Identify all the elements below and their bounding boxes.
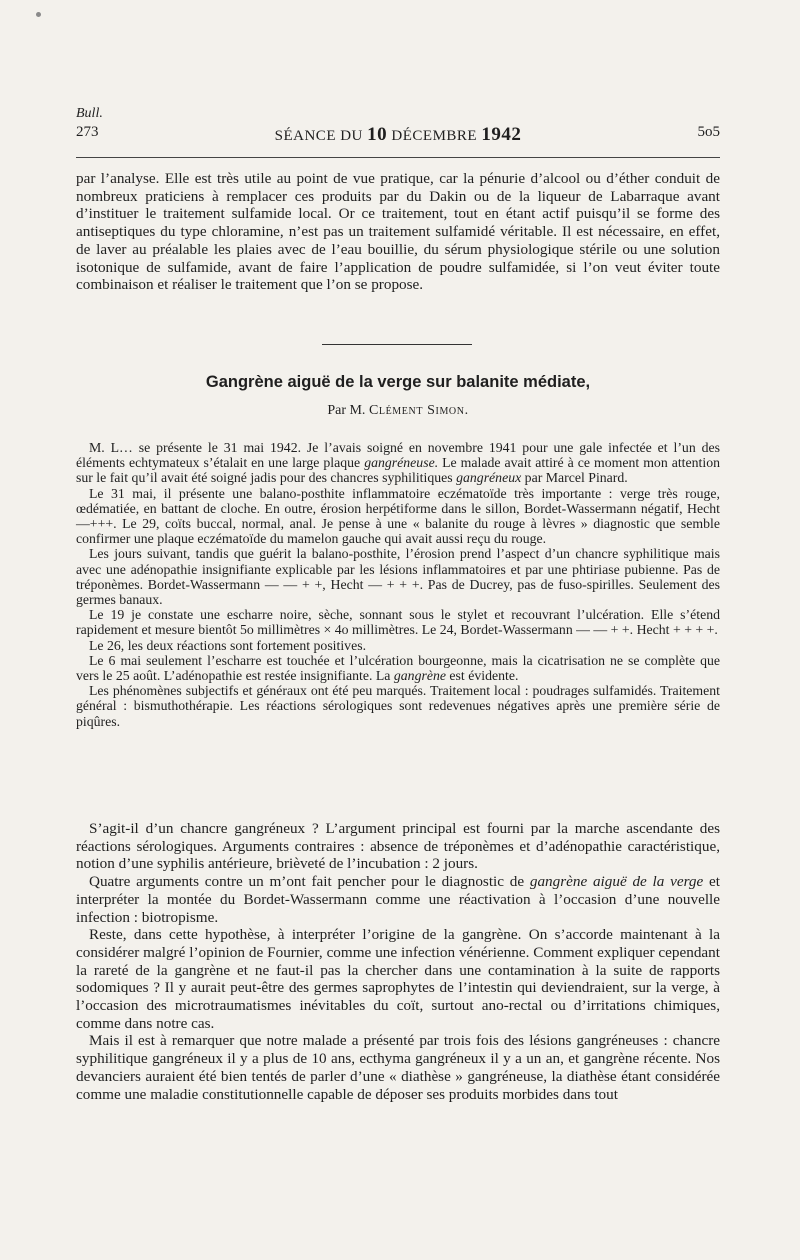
header-title-mid: DÉCEMBRE [387, 128, 482, 144]
case-p6-text-a: Le 6 mai seulement l’escharre est touchée et l’ulcération bourgeonne, mais la cicatrisation ne se complète que vers le 25 août. L’adénopathie est restée insignifiante. La [76, 652, 720, 684]
case-paragraph-4: Le 19 je constate une escharre noire, sèche, sonnant sous le stylet et recouvrant l’ulcération. Elle s’étend rapidement et mesure bientôt 5o millimètres × 4o millimètres. Le 24, Bordet-Wassermann — — + +. Hecht + + + +. [76, 607, 720, 638]
case-paragraph-2: Le 31 mai, il présente une balano-posthite inflammatoire eczématoïde très importante : verge très rouge, œdématiée, en battant de cloche. En outre, érosion herpétiforme dans le sillon, Bordet-Wassermann négatif, Hecht —+++. Le 29, coïts buccal, normal, anal. Je pense à une « balanite du rouge à lèvres » diagnostic que semble confirmer une plaque eczématoïde du mamelon gauche qui avait aussi reçu du rouge. [76, 485, 720, 547]
header-rule [76, 157, 720, 158]
case-p1-text-a: M. L… se présente le 31 mai 1942. Je l’avais soigné en novembre 1941 pour une gale infectée et l’un des éléments echtymateux s’étalait en une large plaque [76, 440, 720, 471]
case-paragraph-1 [76, 440, 720, 486]
author-name: Clément Simon. [368, 403, 469, 418]
case-p6-italic: gangrène [393, 668, 446, 684]
right-page-number: 5o5 [697, 124, 720, 140]
header-title-pre: SÉANCE DU [274, 128, 368, 144]
article-title: Gangrène aiguë de la verge sur balanite médiate, [205, 373, 591, 391]
header-day: 10 [367, 124, 388, 145]
case-paragraph-5: Le 26, les deux réactions sont fortement positives. [89, 637, 367, 653]
case-p6-text-b: est évidente. [445, 668, 519, 684]
intro-paragraph: par l’analyse. Elle est très utile au point de vue pratique, car la pénurie d’alcool ou d’éther conduit de nombreux praticiens à remplacer ces produits par du Dakin ou de la liqueur de Labarraque avant d’instituer le traitement sulfamide local. Or ce traitement, tout en étant actif puisqu’il se forme des antiseptiques du type chloramine, n’est pas un traitement sulfamidé véritable. Il est nécessaire, en effet, de laver au préalable les plaies avec de l’eau bouillie, du sérum physiologique stérile ou une solution isotonique de sulfamide, avant de faire l’application de poudre sulfamidée, si l’on veut éviter toute combinaison et réaliser le traitement que l’on se propose. [76, 170, 720, 294]
left-page-number: 273 [76, 124, 99, 140]
running-header [76, 124, 720, 146]
case-p1-text-c: par Marcel Pinard. [521, 470, 628, 486]
discussion-paragraph-2 [76, 873, 720, 926]
case-paragraph-7: Les phénomènes subjectifs et généraux ont été peu marqués. Traitement local : poudrages sulfamidés. Traitement général : bismuthothérapie. Les réactions sérologiques sont redevenues négatives après une première série de piqûres. [76, 683, 720, 729]
journal-page [76, 0, 720, 1260]
case-p1-text-b: Le malade avait attiré à ce moment mon attention sur le fait qu’il avait été soigné jadis pour des chancres syphilitiques [76, 455, 720, 486]
page-speck [36, 12, 41, 17]
case-report [76, 440, 720, 729]
discussion-block [76, 820, 720, 1103]
case-paragraph-6 [76, 653, 720, 683]
article-byline [76, 403, 720, 419]
discussion-paragraph-3: Reste, dans cette hypothèse, à interpréter l’origine de la gangrène. On s’accorde maintenant à la considérer malgré l’opinion de Fournier, comme une infection vénérienne. Comment expliquer cependant la rareté de la gangrène et ne faut-il pas la chercher dans une contamination à la suite de rapports sodomiques ? Il y aurait peut-être des germes saprophytes de l’intestin qui deviendraient, sur la verge, à l’occasion des microtraumatismes inévitables du coït, surtout ano-rectal ou d’irritations chimiques, comme dans notre cas. [76, 926, 720, 1032]
discussion-paragraph-4: Mais il est à remarquer que notre malade a présenté par trois fois des lésions gangréneuses : chancre syphilitique gangréneux il y a plus de 10 ans, ecthyma gangréneux il y a un an, et gangrène récente. Nos devanciers auraient été bien tentés de parler d’une « diathèse » gangréneuse, la diathèse étant considérée comme une maladie constitutionnelle capable de déposer ses produits morbides dans tout [76, 1032, 720, 1103]
header-year: 1942 [481, 124, 522, 145]
bull-annotation: Bull. [76, 106, 103, 121]
byline-prefix: Par M. [327, 403, 369, 418]
disc-p2-italic: gangrène aiguë de la verge [529, 873, 704, 891]
disc-p2-text-a: Quatre arguments contre un m’ont fait pencher pour le diagnostic de [89, 873, 530, 891]
discussion-paragraph-1: S’agit-il d’un chancre gangréneux ? L’argument principal est fourni par la marche ascendante des réactions sérologiques. Arguments contraires : absence de tréponèmes et d’adénopathie caractéristique, notion d’une syphilis antérieure, brièveté de l’incubation : 2 jours. [76, 820, 720, 873]
case-p1-italic-2: gangréneux [456, 470, 522, 486]
case-paragraph-3: Les jours suivant, tandis que guérit la balano-posthite, l’érosion prend l’aspect d’un chancre syphilitique mais avec une adénopathie insignifiante explicable par les lésions inflammatoires et par une phtiriase pubienne. Pas de tréponèmes. Bordet-Wassermann — — + +, Hecht — + + +. Pas de Ducrey, pas de fuso-spirilles. Seulement des germes banaux. [76, 546, 720, 608]
header-title [76, 124, 720, 146]
case-p1-italic-1: gangréneuse. [364, 455, 439, 471]
disc-p2-text-b: et interpréter la montée du Bordet-Wassermann comme une réactivation à l’occasion d’une nouvelle infection : biotropisme. [76, 873, 720, 926]
section-divider [322, 344, 472, 345]
intro-block [76, 170, 720, 294]
